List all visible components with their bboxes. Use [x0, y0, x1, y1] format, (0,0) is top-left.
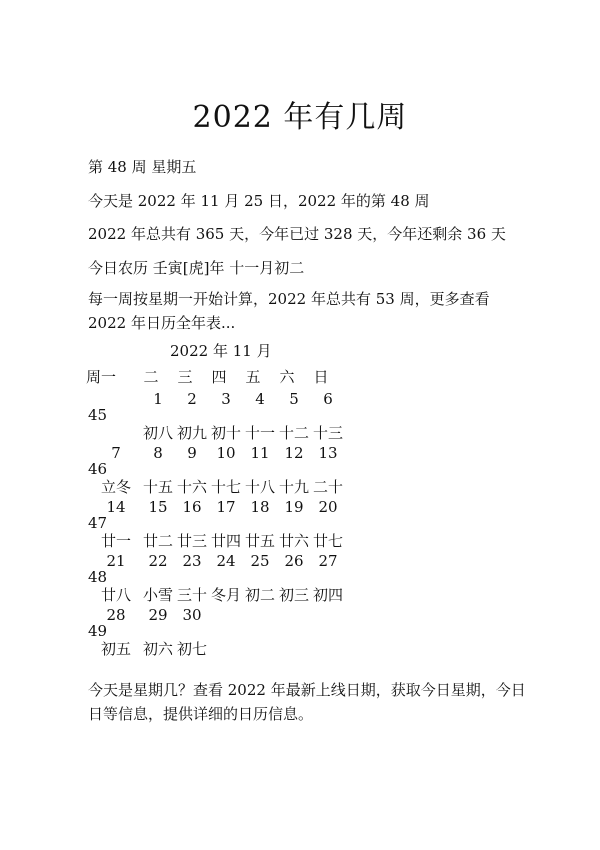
lunar-date-line: 今日农历 壬寅[虎]年 十一月初二: [88, 259, 305, 277]
calendar-day: 11: [250, 444, 270, 462]
calendar-day: 30: [182, 606, 202, 624]
calendar-day: 1: [153, 390, 163, 408]
lunar-day: 三十: [176, 586, 207, 604]
lunar-day: 初四: [312, 586, 343, 604]
calendar-day: 17: [216, 498, 236, 516]
calendar-day: 10: [216, 444, 236, 462]
lunar-day: 廿三: [176, 532, 207, 550]
lunar-day: 立冬: [100, 478, 131, 496]
lunar-day: 初九: [176, 424, 207, 442]
calendar-day: 22: [148, 552, 168, 570]
calendar-day: 14: [106, 498, 126, 516]
lunar-day: 廿七: [312, 532, 343, 550]
calendar-day: 16: [182, 498, 202, 516]
lunar-day: 十九: [278, 478, 309, 496]
calendar-title: 2022 年 11 月: [170, 342, 272, 360]
weeks-info-paragraph: 每一周按星期一开始计算，2022 年总共有 53 周，更多查看 2022 年日历全年表...: [88, 290, 490, 332]
calendar-day: 6: [323, 390, 333, 408]
calendar-day: 4: [255, 390, 265, 408]
week-number: 48: [88, 568, 108, 586]
weekday-header: 日: [313, 368, 329, 386]
lunar-day: 十七: [210, 478, 241, 496]
week-day-line: 第 48 周 星期五: [88, 158, 197, 176]
calendar-day: 21: [106, 552, 126, 570]
calendar-day: 29: [148, 606, 168, 624]
lunar-day: 廿一: [100, 532, 131, 550]
lunar-day: 初十: [210, 424, 241, 442]
weekday-header: 二: [143, 368, 159, 386]
calendar-day: 3: [221, 390, 231, 408]
lunar-day: 初八: [142, 424, 173, 442]
week-number: 47: [88, 514, 108, 532]
weekday-header: 五: [245, 368, 261, 386]
calendar-day: 7: [111, 444, 121, 462]
lunar-day: 十八: [244, 478, 275, 496]
calendar-day: 12: [284, 444, 304, 462]
calendar-day: 5: [289, 390, 299, 408]
calendar-day: 15: [148, 498, 168, 516]
lunar-day: 廿六: [278, 532, 309, 550]
lunar-day: 初三: [278, 586, 309, 604]
lunar-day: 初六: [142, 640, 173, 658]
calendar-day: 2: [187, 390, 197, 408]
lunar-day: 初二: [244, 586, 275, 604]
lunar-day: 十一: [244, 424, 275, 442]
calendar-day: 28: [106, 606, 126, 624]
calendar-day: 25: [250, 552, 270, 570]
lunar-day: 初七: [176, 640, 207, 658]
weekday-header: 四: [211, 368, 227, 386]
lunar-day: 十六: [176, 478, 207, 496]
calendar-day: 9: [187, 444, 197, 462]
lunar-day: 廿四: [210, 532, 241, 550]
lunar-day: 廿八: [100, 586, 131, 604]
page-title: 2022 年有几周: [192, 100, 408, 135]
calendar-day: 24: [216, 552, 236, 570]
weekday-header: 三: [177, 368, 193, 386]
weekday-header: 六: [279, 368, 295, 386]
calendar-day: 26: [284, 552, 304, 570]
today-line: 今天是 2022 年 11 月 25 日，2022 年的第 48 周: [88, 192, 430, 210]
calendar-day: 19: [284, 498, 304, 516]
calendar-day: 27: [318, 552, 338, 570]
calendar-day: 13: [318, 444, 338, 462]
week-number: 45: [88, 406, 108, 424]
weekday-header: 周一: [85, 368, 116, 386]
lunar-day: 小雪: [142, 586, 173, 604]
calendar-day: 18: [250, 498, 270, 516]
lunar-day: 十二: [278, 424, 309, 442]
lunar-day: 十三: [312, 424, 343, 442]
footer-paragraph: 今天是星期几？查看 2022 年最新上线日期，获取今日星期，今日日等信息，提供详细的日历信息。: [88, 681, 526, 723]
week-number: 49: [88, 622, 108, 640]
calendar-day: 8: [153, 444, 163, 462]
week-number: 46: [88, 460, 108, 478]
lunar-day: 初五: [100, 640, 131, 658]
calendar-day: 20: [318, 498, 338, 516]
days-summary-line: 2022 年总共有 365 天，今年已过 328 天，今年还剩余 36 天: [88, 225, 506, 243]
lunar-day: 十五: [142, 478, 173, 496]
lunar-day: 冬月: [210, 586, 241, 604]
calendar-day: 23: [182, 552, 202, 570]
lunar-day: 廿二: [142, 532, 173, 550]
lunar-day: 二十: [312, 478, 343, 496]
lunar-day: 廿五: [244, 532, 275, 550]
